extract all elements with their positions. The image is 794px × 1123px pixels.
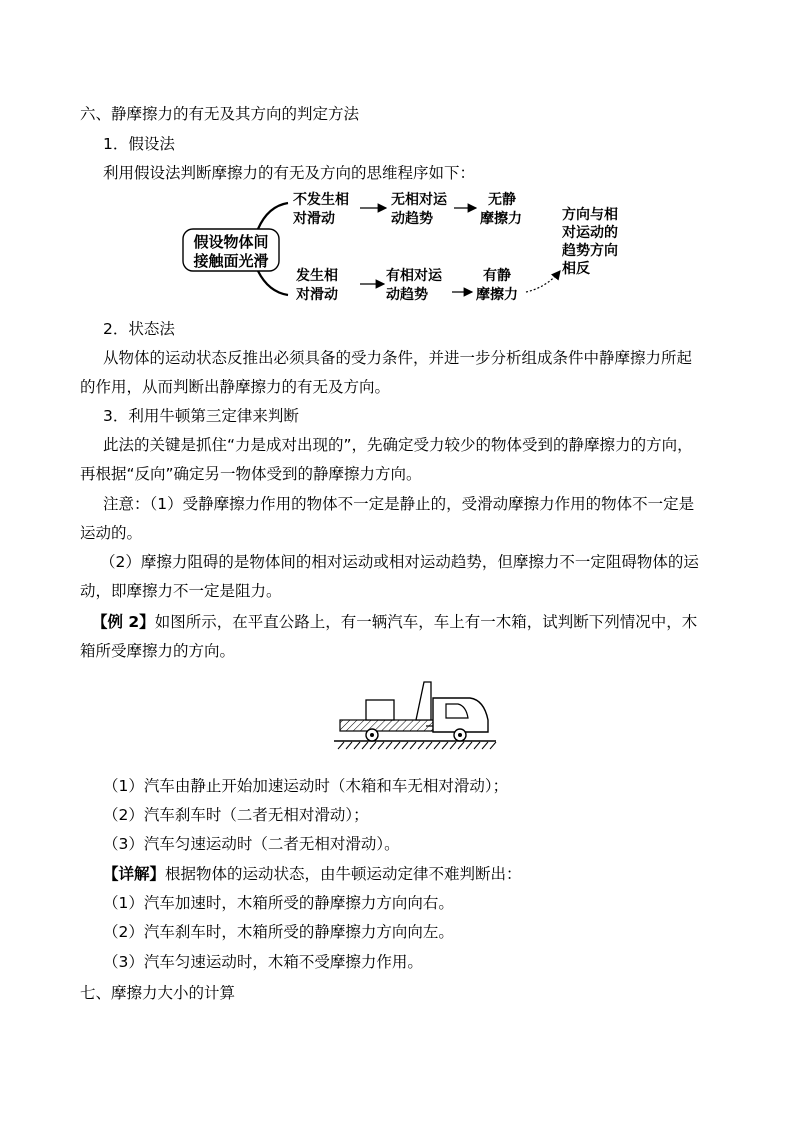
section-six-title: 六、静摩擦力的有无及其方向的判定方法	[80, 105, 360, 123]
example-text-2: 箱所受摩擦力的方向。	[80, 642, 236, 660]
truck-headboard	[416, 682, 431, 720]
top-step-a-line-2: 对滑动	[293, 211, 335, 227]
top-step-b-line-2: 动趋势	[391, 211, 433, 227]
state-method-text-1: 从物体的运动状态反推出必须具备的受力条件，并进一步分析组成条件中静摩擦力所起	[103, 349, 693, 367]
start-line-1: 假设物体间	[193, 233, 269, 251]
result-line-3: 趋势方向	[562, 243, 618, 259]
assumption-method-title: 1．假设法	[103, 135, 175, 153]
newton-method-title: 3．利用牛顿第三定律来判断	[103, 407, 299, 425]
section-seven-title: 七、摩擦力大小的计算	[80, 984, 236, 1002]
branch-top-curve	[258, 203, 288, 229]
bottom-step-c-line-2: 摩擦力	[476, 287, 518, 303]
bottom-step-b-line-2: 动趋势	[386, 287, 428, 303]
answer-3: （3）汽车匀速运动时，木箱不受摩擦力作用。	[103, 953, 423, 971]
top-step-c-line-1: 无静	[488, 192, 516, 208]
truck-figure	[330, 676, 500, 752]
top-step-c-line-2: 摩擦力	[480, 211, 522, 227]
bottom-step-c-line-1: 有静	[483, 268, 511, 284]
result-line-2: 对运动的	[562, 225, 618, 241]
state-method-title: 2．状态法	[103, 320, 175, 338]
question-3: （3）汽车匀速运动时（二者无相对滑动）。	[103, 835, 400, 853]
bottom-step-a-line-2: 对滑动	[296, 287, 338, 303]
assumption-flowchart	[180, 185, 640, 307]
answer-1: （1）汽车加速时，木箱所受的静摩擦力方向向右。	[103, 894, 454, 912]
note-1-line-1: 注意：（1）受静摩擦力作用的物体不一定是静止的，受滑动摩擦力作用的物体不一定是	[103, 495, 695, 513]
answer-2: （2）汽车刹车时，木箱所受的静摩擦力方向向左。	[103, 923, 454, 941]
example-tag: 【例 2】	[92, 613, 155, 631]
newton-method-text-1: 此法的关键是抓住“力是成对出现的”，先确定受力较少的物体受到的静摩擦力的方向，	[103, 436, 693, 454]
detail-tag: 【详解】	[103, 865, 166, 883]
result-line-1: 方向与相	[562, 207, 618, 223]
example-text-1: 如图所示，在平直公路上，有一辆汽车，车上有一木箱，试判断下列情况中，木	[154, 613, 698, 631]
start-line-2: 接触面光滑	[193, 252, 269, 270]
wooden-box	[366, 700, 394, 720]
detail-line	[103, 864, 522, 884]
bottom-dotted-arrow	[526, 271, 560, 292]
result-line-4: 相反	[562, 261, 590, 277]
top-step-b-line-1: 无相对运	[391, 192, 447, 208]
question-1: （1）汽车由静止开始加速运动时（木箱和车无相对滑动）；	[103, 777, 509, 795]
assumption-intro: 利用假设法判断摩擦力的有无及方向的思维程序如下：	[103, 164, 476, 182]
branch-bottom-curve	[258, 271, 288, 295]
state-method-text-2: 的作用，从而判断出静摩擦力的有无及方向。	[80, 378, 391, 396]
question-2: （2）汽车刹车时（二者无相对滑动）；	[103, 806, 369, 824]
example-2-line-1	[92, 612, 697, 632]
bottom-step-a-line-1: 发生相	[296, 268, 338, 284]
newton-method-text-2: 再根据“反向”确定另一物体受到的静摩擦力方向。	[80, 465, 422, 483]
note-1-line-2: 运动的。	[80, 524, 143, 542]
note-2-line-2: 动，即摩擦力不一定是阻力。	[80, 582, 282, 600]
bottom-step-b-line-1: 有相对运	[386, 268, 442, 284]
note-2-line-1: （2）摩擦力阻碍的是物体间的相对运动或相对运动趋势，但摩擦力不一定阻碍物体的运	[100, 553, 699, 571]
detail-text: 根据物体的运动状态，由牛顿运动定律不难判断出：	[165, 865, 522, 883]
top-step-a-line-1: 不发生相	[293, 192, 349, 208]
ground-hatching	[338, 742, 496, 749]
